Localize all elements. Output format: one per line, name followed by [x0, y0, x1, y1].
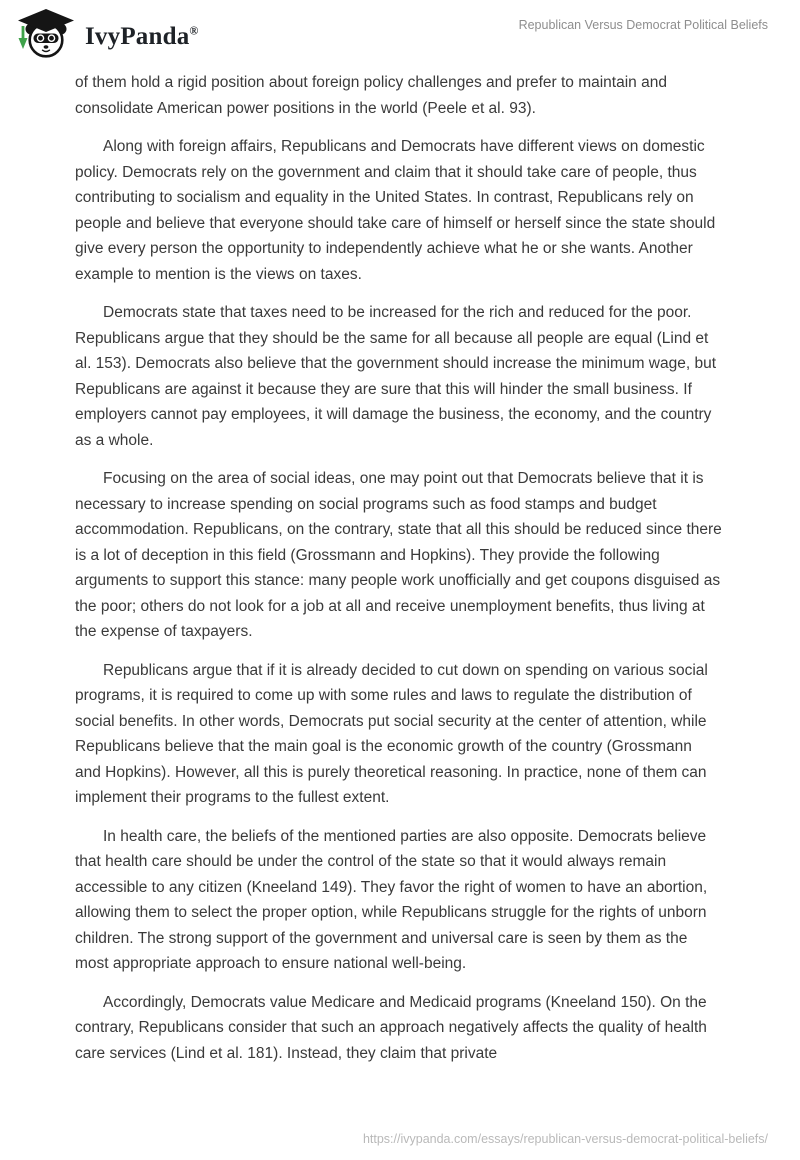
essay-paragraph: of them hold a rigid position about foreign policy challenges and prefer to maintain and consolidate American power positions in the world (Peele et al. 93).: [75, 74, 667, 117]
ivypanda-panda-logo-icon: [14, 8, 76, 58]
essay-paragraph: Accordingly, Democrats value Medicare and Medicaid programs (Kneeland 150). On the contrary, Republicans consider that such an approach negatively affects the quality of health care services (Lind et al. 181). Instead, they claim that private: [75, 993, 707, 1062]
source-url-link[interactable]: https://ivypanda.com/essays/republican-versus-democrat-political-beliefs/: [362, 1132, 768, 1146]
brand-text: IvyPanda: [85, 22, 190, 50]
essay-paragraph: Focusing on the area of social ideas, one may point out that Democrats believe that it is necessary to increase spending on social programs such as food stamps and budget accommodation. Republicans, on the contrary, state that all this should be reduced since there is a lot of deception in this field (Grossmann and Hopkins). They provide the following arguments to support this stance: many people work unofficially and get coupons disguised as the poor; others do not look for a job at all and receive unemployment benefits, thus living at the expense of taxpayers.: [75, 470, 722, 640]
brand-logo: [14, 8, 199, 58]
essay-paragraph: Along with foreign affairs, Republicans and Democrats have different views on domestic policy. Democrats rely on the government and claim that it should take care of people, thus contributing to socialism and equality in the United States. In contrast, Republicans rely on people and believe that everyone should take care of himself or herself since the state should give every person the opportunity to independently achieve what he or she wants. Another example to mention is the views on taxes.: [75, 138, 716, 283]
page-header: [0, 0, 800, 58]
document-title: Republican Versus Democrat Political Beliefs: [518, 18, 768, 32]
brand-name: [85, 18, 199, 49]
essay-paragraph: Republicans argue that if it is already decided to cut down on spending on various social programs, it is required to come up with some rules and laws to regulate the distribution of social benefits. In other words, Democrats put social security at the center of attention, while Republicans believe that the main goal is the economic growth of the country (Grossmann and Hopkins). However, all this is purely theoretical reasoning. In practice, none of them can implement their programs to the fullest extent.: [75, 661, 708, 806]
essay-paragraph: Democrats state that taxes need to be increased for the rich and reduced for the poor. Republicans argue that they should be the same for all because all people are equal (Lind et al. 153). Democrats also believe that the government should increase the minimum wage, but Republicans are against it because they are sure that this will hinder the small business. If employers cannot pay employees, it will damage the business, the economy, and the country as a whole.: [75, 304, 717, 449]
essay-body: [75, 70, 722, 1066]
registered-mark: ®: [189, 23, 199, 38]
essay-paragraph: In health care, the beliefs of the mentioned parties are also opposite. Democrats believe that health care should be under the control of the state so that it would always remain accessible to any citizen (Kneeland 149). They favor the right of women to have an abortion, allowing them to select the proper option, while Republicans struggle for the rights of unborn children. The strong support of the government and universal care is seen by them as the most appropriate approach to ensure national well-being.: [75, 827, 708, 972]
